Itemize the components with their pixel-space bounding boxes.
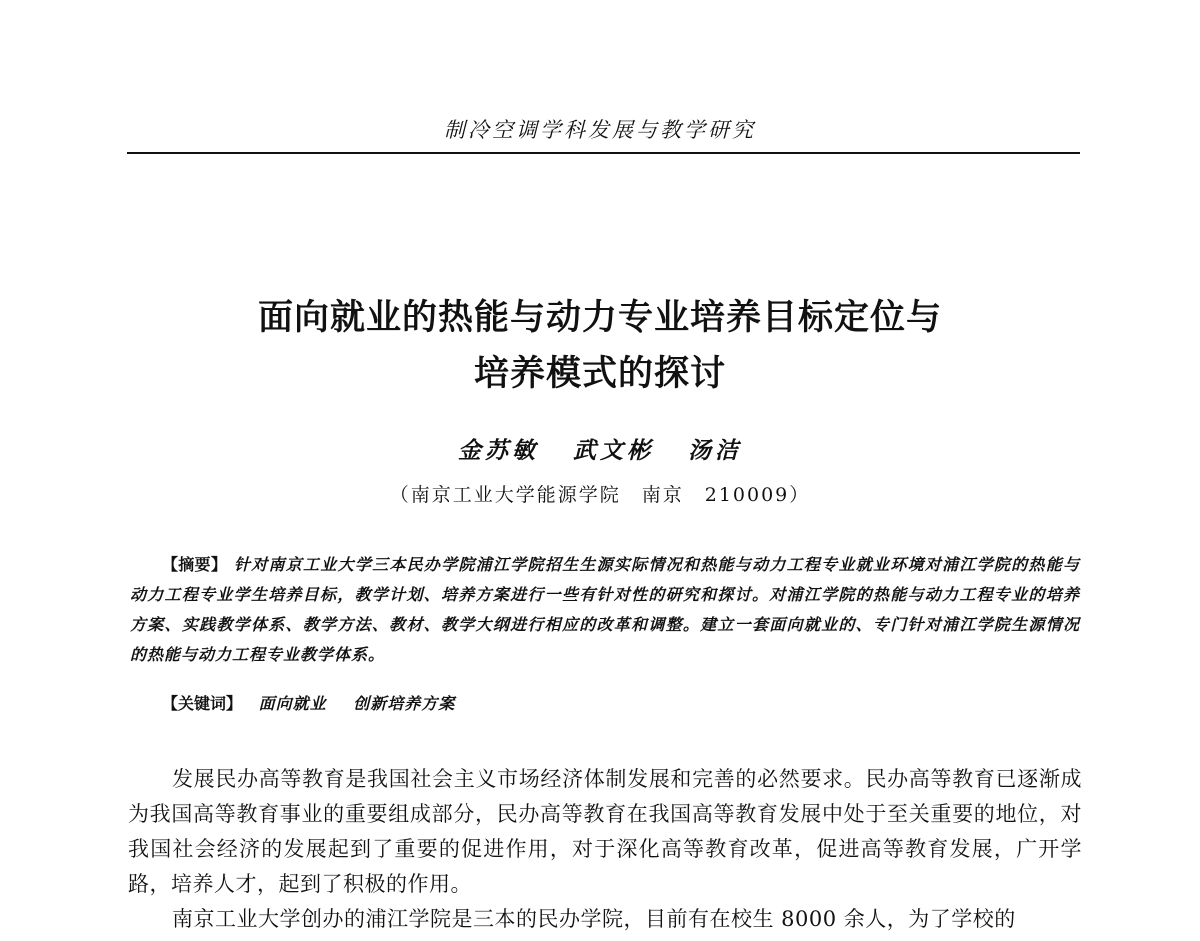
author-list — [0, 432, 1200, 465]
author-2: 武文彬 — [573, 437, 654, 464]
keywords-label: 【关键词】 — [162, 694, 243, 713]
affiliation: （南京工业大学能源学院 南京 210009） — [389, 484, 811, 506]
paper-title — [0, 290, 1200, 402]
title-line-1: 面向就业的热能与动力专业培养目标定位与 — [257, 298, 942, 338]
keywords — [162, 691, 455, 714]
running-header: 制冷空调学科发展与教学研究 — [444, 118, 756, 142]
author-3: 汤洁 — [688, 437, 743, 464]
body-paragraph-1: 发展民办高等教育是我国社会主义市场经济体制发展和完善的必然要求。民办高等教育已逐渐成为我国高等教育事业的重要组成部分，民办高等教育在我国高等教育发展中处于至关重要的地位，对我国社会经济的发展起到了重要的促进作用，对于深化高等教育改革，促进高等教育发展，广开学路，培养人才，起到了积极的作用。 — [128, 767, 1082, 896]
abstract — [130, 550, 1080, 670]
abstract-indent — [130, 555, 162, 574]
header-rule — [127, 152, 1080, 154]
abstract-label: 【摘要】 — [162, 555, 228, 574]
abstract-text: 针对南京工业大学三本民办学院浦江学院招生生源实际情况和热能与动力工程专业就业环境对浦江学院的热能与动力工程专业学生培养目标，教学计划、培养方案进行一些有针对性的研究和探讨。对浦江学院的热能与动力工程专业的培养方案、实践教学体系、教学方法、教材、教学大纲进行相应的改革和调整。建立一套面向就业的、专门针对浦江学院生源情况的热能与动力工程专业教学体系。 — [130, 555, 1080, 664]
keyword-1: 面向就业 — [258, 694, 327, 713]
body-paragraph-2: 南京工业大学创办的浦江学院是三本的民办学院，目前有在校生 8000 余人，为了学校的 — [172, 907, 1016, 931]
keyword-2: 创新培养方案 — [353, 694, 456, 713]
body-text — [128, 762, 1082, 937]
author-1: 金苏敏 — [457, 437, 539, 464]
title-line-2: 培养模式的探讨 — [473, 354, 726, 394]
